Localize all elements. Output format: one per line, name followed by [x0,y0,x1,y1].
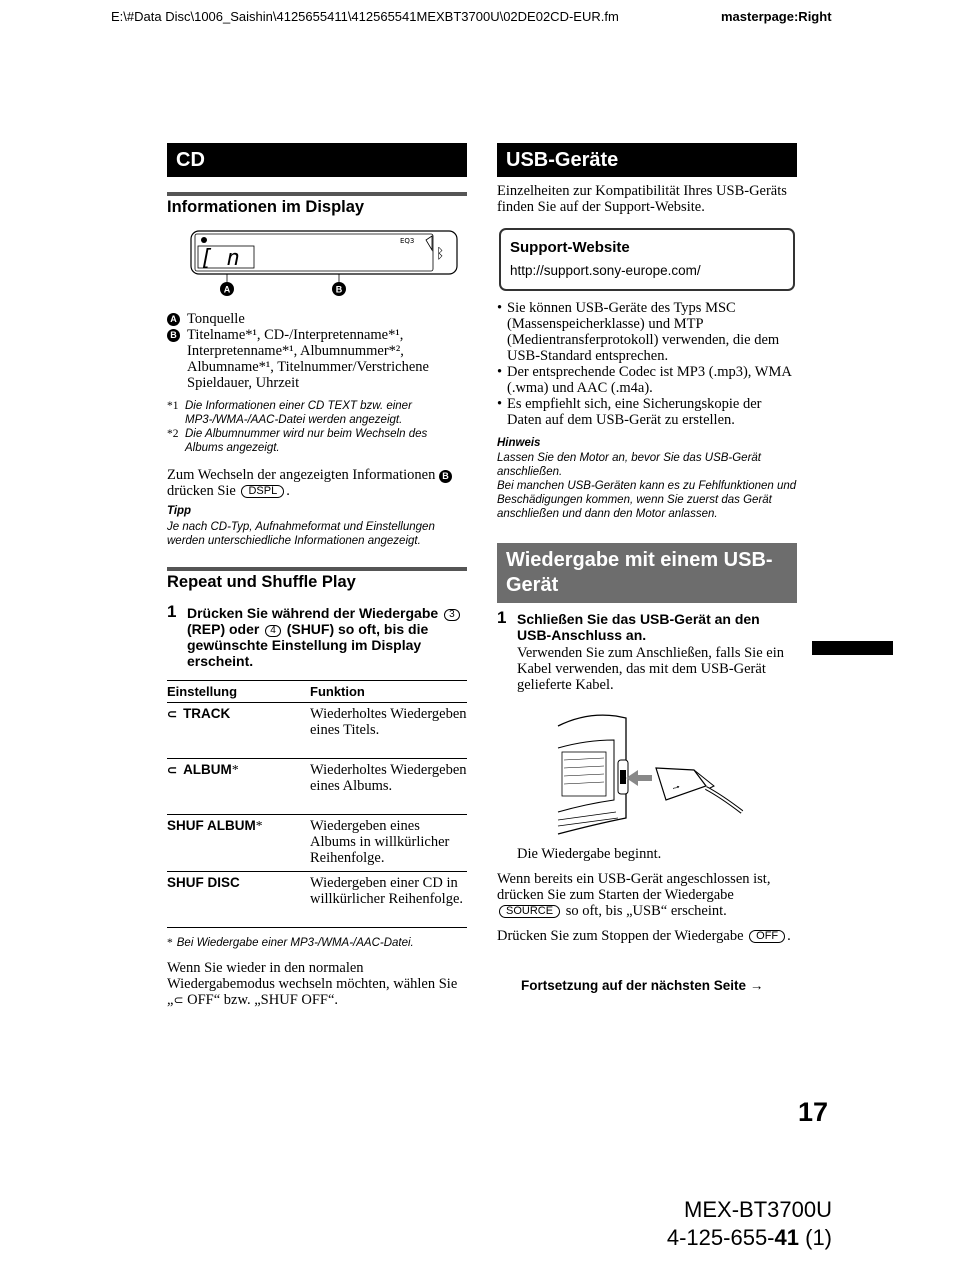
heading-display-info: Informationen im Display [167,198,365,216]
setting-name: SHUF DISC [167,875,240,890]
legend-marker: B [167,329,180,342]
tip-text: Je nach CD-Typ, Aufnahmeformat und Einstellungen werden unterschiedliche Informationen angezeigt. [167,521,435,547]
switch-text-part: drücken Sie [167,483,236,499]
table-footnote-text: Bei Wiedergabe einer MP3-/WMA-/AAC-Datei. [176,937,414,949]
normal-mode-text [167,960,462,1008]
display-panel-drawing [190,228,460,298]
stop-text [497,928,797,944]
setting-name: ALBUM [183,762,232,777]
legend-text: Titelname*¹, CD-/Interpretenname*¹, Interpretenname*¹, Albumnummer*², Albumname*¹, Titelnummer/Verstrichene Spieldauer, Uhrzeit [187,327,429,391]
key-4: 4 [265,625,281,637]
footnote [167,399,467,427]
source-key: SOURCE [499,905,560,918]
footnote-mark: *1 [167,400,179,412]
setting-name: SHUF ALBUM [167,818,256,833]
table-footnote [167,936,467,950]
key-3: 3 [444,609,460,621]
arrow-right-icon: → [749,978,764,993]
callout-b: B [335,284,343,295]
table-row [167,759,467,815]
table-row [167,703,467,759]
step-instruction [187,605,469,669]
footnote-text: Die Informationen einer CD TEXT bzw. einer MP3-/WMA-/AAC-Datei werden angezeigt. [185,400,412,426]
settings-table-wrap [167,680,467,928]
table-footnote-mark: * [167,937,173,949]
part-code-suffix: (1) [799,1225,832,1250]
usb-connection-drawing [556,708,746,836]
heading-repeat-shuffle: Repeat und Shuffle Play [167,573,356,591]
switch-text-part: . [286,483,290,499]
step-text-part: Drücken Sie während der Wiedergabe [187,605,439,621]
step-number: 1 [497,608,507,627]
step-instruction: Schließen Sie das USB-Gerät an den USB-Anschluss an. [517,611,760,643]
connected-text-part: Wenn bereits ein USB-Gerät angeschlossen ist, drücken Sie zum Starten der Wiedergabe [497,871,771,903]
repeat-icon: ⊂ [173,993,184,1007]
hint-line: Lassen Sie den Motor an, bevor Sie das USB-Gerät anschließen. [497,452,762,478]
off-key: OFF [749,930,785,943]
footnote-text: Die Albumnummer wird nur beim Wechseln des Albums angezeigt. [185,428,428,454]
support-box [499,228,795,291]
table-header: Funktion [310,681,467,703]
stop-text-part: Drücken Sie zum Stoppen der Wiedergabe [497,928,744,944]
settings-table [167,680,467,928]
normal-text-part: Wenn Sie wieder in den normalen Wiedergabemodus wechseln möchten, wählen Sie „ [167,960,458,1008]
continued-note [521,978,763,993]
legend-marker: A [167,313,180,326]
part-code-bold: 41 [774,1225,799,1250]
svg-text:EQ3: EQ3 [400,237,415,245]
setting-function: Wiedergeben einer CD in willkürlicher Reihenfolge. [310,872,467,928]
page-number: 17 [798,1097,829,1127]
display-illustration [190,228,460,298]
setting-function: Wiedergeben eines Albums in willkürlicher Reihenfolge. [310,815,467,872]
svg-text:⭬: ⭬ [671,781,683,795]
legend-item [167,311,457,327]
setting-name: TRACK [183,706,231,721]
switch-text-part: Zum Wechseln der angezeigten Informationen [167,467,436,483]
model-number: MEX-BT3700U [684,1197,832,1222]
masterpage-label: masterpage:Right [721,9,832,24]
thumb-tab [812,641,893,655]
footnote [167,427,467,455]
setting-star: * [231,762,239,777]
list-item: • Es empfiehlt sich, eine Sicherungskopie der Daten auf dem USB-Gerät zu erstellen. [497,396,797,428]
table-row [167,815,467,872]
playback-begins: Die Wiedergabe beginnt. [517,846,662,862]
support-url[interactable]: http://support.sony-europe.com/ [510,263,701,278]
tip-heading: Tipp [167,505,192,517]
heading-rule [167,192,467,196]
switch-info-text [167,467,462,499]
part-code [632,1224,832,1252]
hint-line: Bei manchen USB-Geräten kann es zu Fehlfunktionen und Beschädigungen kommen, wenn Sie zuerst das Gerät anschließen und dann den Motor anlassen. [497,480,797,520]
step-text-part: (REP) oder [187,621,260,637]
repeat-icon: ⊂ [167,763,178,777]
table-row [167,872,467,928]
part-code-prefix: 4-125-655- [666,1225,775,1250]
legend-item [167,327,457,391]
callout-a: A [223,284,231,295]
section-title-cd: CD [167,143,467,177]
file-path: E:\#Data Disc\1006_Saishin\4125655411\412565541MEXBT3700U\02DE02CD-EUR.fm [111,9,619,24]
setting-function: Wiederholtes Wiedergeben eines Albums. [310,759,467,815]
usb-intro: Einzelheiten zur Kompatibilität Ihres USB-Geräts finden Sie auf der Support-Website. [497,183,787,215]
hint-heading: Hinweis [497,437,541,449]
usb-connection-illustration [556,708,746,836]
step-text-part: (SHUF) so oft, bis die gewünschte Einstellung im Display erscheint. [187,621,429,669]
setting-function: Wiederholtes Wiedergeben eines Titels. [310,703,467,759]
legend-text: Tonquelle [187,311,245,327]
list-item: • Der entsprechende Codec ist MP3 (.mp3), WMA (.wma) und AAC (.m4a). [497,364,797,396]
table-header: Einstellung [167,681,310,703]
normal-text-part: OFF“ bzw. „SHUF OFF“. [183,992,339,1008]
footnote-mark: *2 [167,428,179,440]
svg-text:ᛒ: ᛒ [436,246,445,262]
continued-text: Fortsetzung auf der nächsten Seite [521,978,747,993]
repeat-icon: ⊂ [167,707,178,721]
connected-text-part: so oft, bis „USB“ erscheint. [565,903,727,919]
stop-text-part: . [787,928,791,944]
usb-bullets [497,300,797,428]
setting-star: * [255,818,263,833]
footnotes [167,399,467,455]
inline-marker-b: B [439,470,452,483]
support-title: Support-Website [510,239,630,256]
heading-rule [167,567,467,571]
step-number: 1 [167,602,177,621]
display-legend [167,311,457,391]
list-item: • Sie können USB-Geräte des Typs MSC (Massenspeicherklasse) und MTP (Medientransferprotokoll) verwenden, die dem USB-Standard entsprechen. [497,300,797,364]
dspl-key: DSPL [241,485,284,498]
svg-text:[ n: [ n [200,246,240,271]
section-title-playback: Wiedergabe mit einem USB-Gerät [497,543,797,603]
table-header-row [167,681,467,703]
section-title-usb: USB-Geräte [497,143,797,177]
step-detail: Verwenden Sie zum Anschließen, falls Sie ein Kabel verwenden, das mit dem USB-Gerät gelieferte Kabel. [517,645,784,693]
already-connected-text [497,871,797,919]
